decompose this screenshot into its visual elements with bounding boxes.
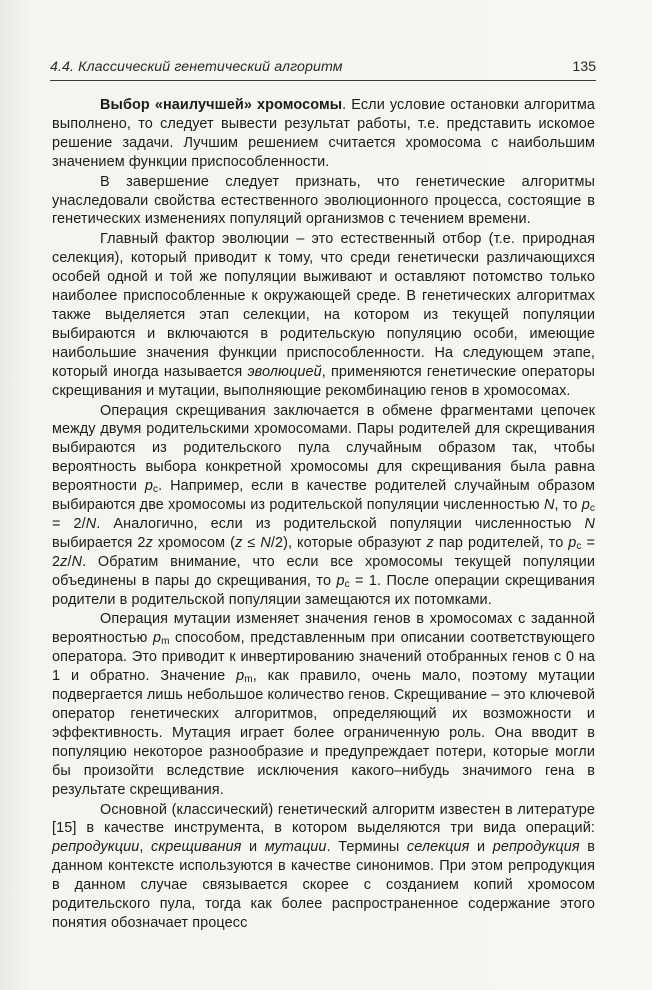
paragraph-natural-selection: Главный фактор эволюции – это естественный отбор (т.е. природная селекция), который приводит к тому, что среди генетически различающихся особей одной и той же популяции выживают и оставляют потомство только наиболее приспособленные к окружающей среде. В генетических алгоритмах также выделяется этап селекции, на котором из текущей популяции выбираются и включаются в родительскую популяцию особи, имеющие наибольшие значения функции приспособленности. На следующем этапе, который иногда называется эволюцией, применяются генетические операторы скрещивания и мутации, выполняющие рекомбинацию генов в хромосомах. [52,231,595,399]
paragraph-conclusion: В завершение следует признать, что генетические алгоритмы унаследовали свойства естественного эволюционного процесса, состоящие в генетических изменениях популяций организмов с течением времени. [52,173,595,228]
running-title: 4.4. Классический генетический алгоритм [50,59,343,75]
running-header [50,56,596,81]
page-body [52,96,595,934]
paragraph-lead-heading: Выбор «наилучшей» хромосомы [100,97,343,113]
paragraph-best-chromosome: Выбор «наилучшей» хромосомы. Если условие остановки алгоритма выполнено, то следует вывести результат работы, т.е. представить искомое решение задачи. Лучшим решением считается хромосома с наибольшим значением функции приспособленности. [52,97,595,170]
emphasis-term: эволюцией [247,363,322,380]
paragraph-mutation: Операция мутации изменяет значения генов в хромосомах с заданной вероятностью $p_m$ способом, представленным при описании соответствующего оператора. Это приводит к инвертированию значений отобранных генов с 0 на 1 и обратно. Значение $p_m$, как правило, очень мало, поэтому мутации подвергается лишь небольшое количество генов. Скрещивание – это ключевой оператор генетических алгоритмов, определяющий их возможности и эффективность. Мутация играет более ограниченную роль. Она вводит в популяцию некоторое разнообразие и предупреждает потери, которые могли бы произойти вследствие исключения какого–нибудь значимого гена в результате скрещивания. [52,611,595,798]
paragraph-crossover: Операция скрещивания заключается в обмене фрагментами цепочек между двумя родительскими хромосомами. Пары родителей для скрещивания выбираются из родительского пула случайным образом так, чтобы вероятность выбора конкретной хромосомы для скрещивания была равна вероятности $p_c$. Например, если в качестве родителей случайным образом выбираются две хромосомы из родительской популяции численностью N, то $p_c = 2/N$. Аналогично, если из родительской популяции численностью N выбирается 2z хромосом (z ≤ N/2), которые образуют z пар родителей, то $p_c = 2z/N$. Обратим внимание, что если все хромосомы текущей популяции объединены в пары до скрещивания, то $p_c = 1$. После операции скрещивания родители в родительской популяции замещаются их потомками. [52,402,596,608]
paragraph-classic-ga: Основной (классический) генетический алгоритм известен в литературе [15] в качестве инструмента, в котором выделяются три вида операций: репродукции, скрещивания и мутации. Термины селекция и репродукция в данном контексте используются в качестве синонимов. При этом репродукция в данном случае связывается скорее с созданием копий хромосом родительского пула, тогда как более распространенное содержание этого понятия обозначает процесс [52,801,596,931]
page-number: 135 [572,59,596,75]
